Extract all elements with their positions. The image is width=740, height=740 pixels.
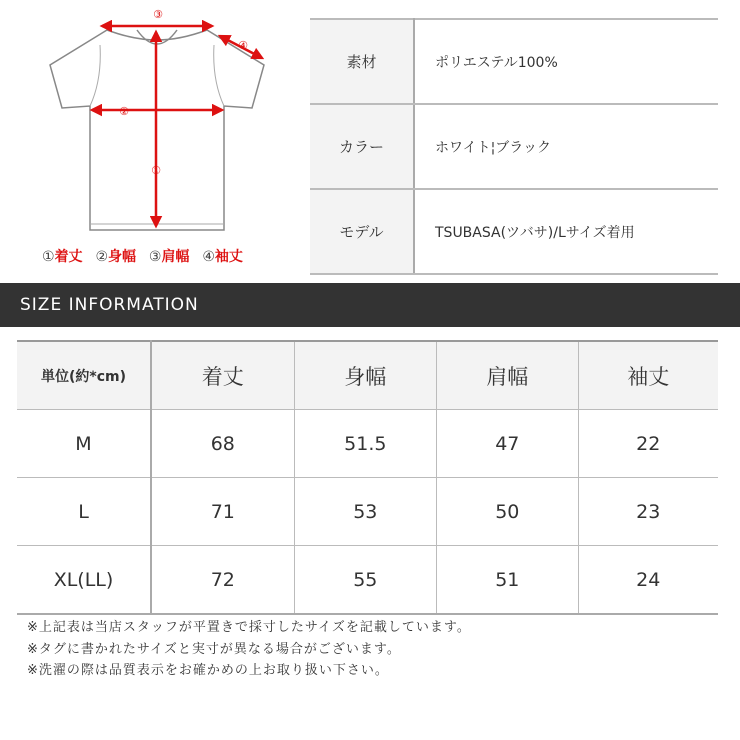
table-header-row [17, 341, 718, 410]
section-title: SIZE INFORMATION [0, 283, 740, 327]
cell: 55 [294, 546, 436, 615]
note: ※上記表は当店スタッフが平置きで採寸したサイズを記載しています。 [27, 620, 471, 635]
note: ※タグに書かれたサイズと実寸が異なる場合がございます。 [27, 641, 401, 657]
info-value: TSUBASA(ツバサ)/Lサイズ着用 [414, 189, 718, 274]
size-label: M [17, 410, 151, 478]
info-key: 素材 [310, 19, 414, 104]
info-value: ホワイト¦ブラック [414, 104, 718, 189]
info-key: カラー [310, 104, 414, 189]
note: ※洗濯の際は品質表示をお確かめの上お取り扱い下さい。 [27, 663, 389, 678]
table-row [17, 410, 718, 478]
header-cell: 単位(約*cm) [17, 341, 151, 410]
cell: 22 [578, 410, 718, 478]
marker-2: ② [119, 105, 129, 118]
cell: 50 [437, 478, 579, 546]
cell: 72 [151, 546, 294, 615]
measurement-legend: ①着丈 ②身幅 ③肩幅 ④袖丈 [42, 249, 243, 265]
size-label: L [17, 478, 151, 546]
cell: 23 [578, 478, 718, 546]
cell: 51.5 [294, 410, 436, 478]
cell: 24 [578, 546, 718, 615]
cell: 53 [294, 478, 436, 546]
notes [27, 617, 471, 682]
cell: 71 [151, 478, 294, 546]
cell: 51 [437, 546, 579, 615]
info-row [310, 19, 718, 104]
tshirt-measurement-diagram [30, 0, 290, 270]
marker-1: ① [151, 164, 161, 177]
table-row [17, 478, 718, 546]
header-cell: 身幅 [294, 341, 436, 410]
cell: 68 [151, 410, 294, 478]
header-cell: 袖丈 [578, 341, 718, 410]
marker-3: ③ [153, 8, 163, 21]
marker-4: ④ [238, 39, 248, 52]
cell: 47 [437, 410, 579, 478]
info-row [310, 189, 718, 274]
header-cell: 着丈 [151, 341, 294, 410]
info-key: モデル [310, 189, 414, 274]
product-info-table [310, 18, 718, 275]
header-cell: 肩幅 [437, 341, 579, 410]
size-table [17, 340, 718, 615]
info-row [310, 104, 718, 189]
size-label: XL(LL) [17, 546, 151, 615]
table-row [17, 546, 718, 615]
info-value: ポリエステル100% [414, 19, 718, 104]
